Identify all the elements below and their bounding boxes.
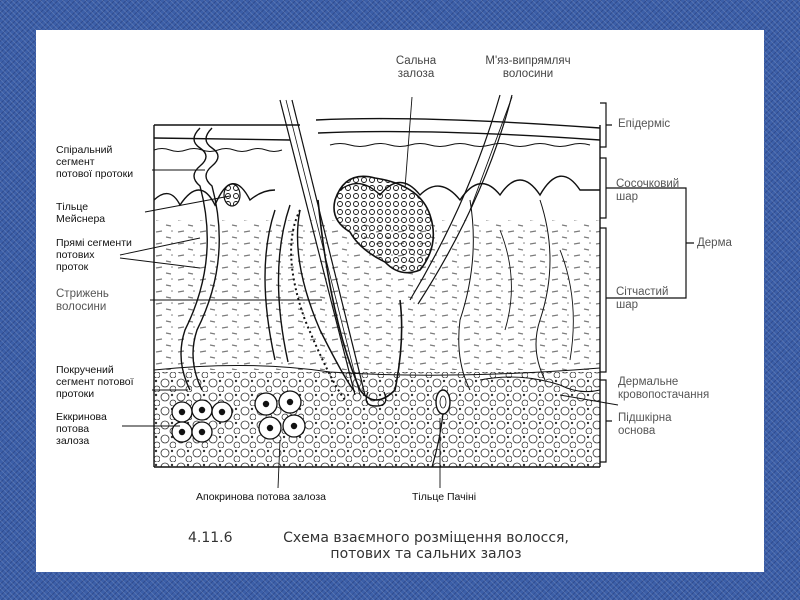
label-reticular-layer: Сітчастий шар — [616, 286, 669, 311]
label-epidermis: Епідерміс — [618, 118, 671, 130]
label-hypodermis: Підшкірна основа — [618, 412, 672, 437]
skin-block — [154, 95, 600, 467]
label-apocrine-gland: Апокринова потова залоза — [196, 491, 326, 503]
label-straight-duct-segments: Прямі сегменти потових проток — [56, 237, 132, 273]
label-eccrine-gland: Еккринова потова залоза — [56, 411, 107, 447]
layer-brackets — [600, 103, 694, 462]
label-dermal-blood-supply: Дермальне кровопостачання — [618, 376, 710, 401]
label-meissner-corpuscle: Тільце Мейснера — [56, 201, 106, 225]
label-coiled-duct-segment: Покручений сегмент потової протоки — [56, 364, 134, 400]
label-hair-shaft: Стрижень волосини — [56, 288, 109, 313]
slide — [36, 30, 764, 572]
label-spiral-duct-segment: Спіральний сегмент потової протоки — [56, 144, 134, 180]
label-dermis: Дерма — [697, 237, 732, 249]
label-papillary-layer: Сосочковий шар — [616, 178, 680, 203]
figure-caption-text: Схема взаємного розміщення волосся, потових та сальних залоз — [283, 530, 569, 562]
label-pacinian-corpuscle: Тільце Пачіні — [412, 491, 477, 503]
label-arrector-pili-muscle: М'яз-випрямляч волосини — [485, 55, 571, 80]
figure-number: 4.11.6 — [188, 530, 233, 546]
label-sebaceous-gland: Сальна залоза — [395, 55, 437, 80]
